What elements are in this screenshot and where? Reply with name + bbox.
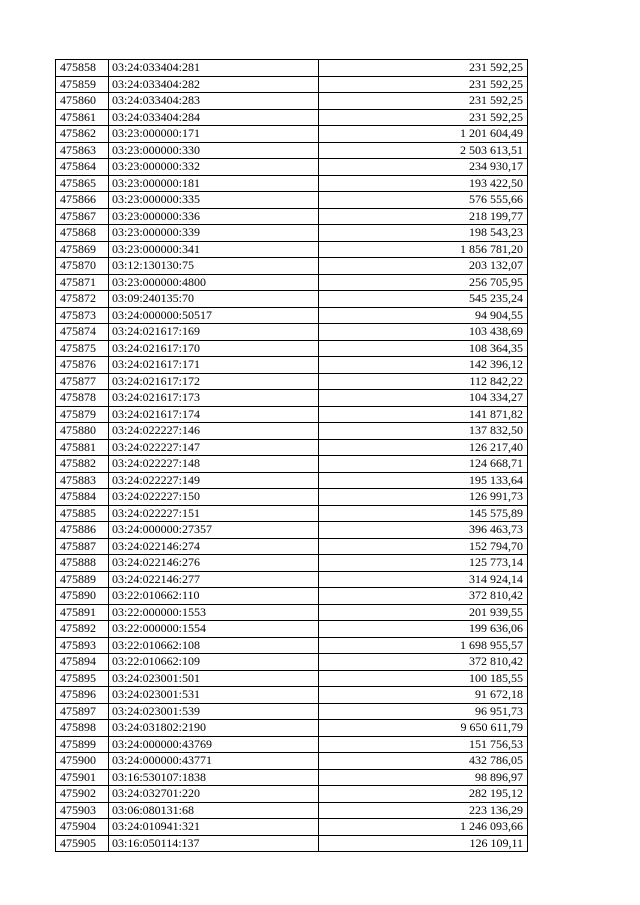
row-id-cell: 475863 (56, 142, 109, 159)
row-id-cell: 475888 (56, 555, 109, 572)
table-row (56, 291, 528, 308)
table-row (56, 819, 528, 836)
value-cell: 195 133,64 (319, 472, 528, 489)
row-id-cell: 475862 (56, 126, 109, 143)
cadastral-number-cell: 03:16:050114:137 (109, 835, 319, 852)
value-cell: 314 924,14 (319, 571, 528, 588)
row-id-cell: 475895 (56, 670, 109, 687)
value-cell: 94 904,55 (319, 307, 528, 324)
cadastral-number-cell: 03:24:033404:283 (109, 93, 319, 110)
row-id-cell: 475901 (56, 769, 109, 786)
value-cell: 2 503 613,51 (319, 142, 528, 159)
cadastral-number-cell: 03:24:021617:170 (109, 340, 319, 357)
row-id-cell: 475868 (56, 225, 109, 242)
table-row (56, 357, 528, 374)
value-cell: 124 668,71 (319, 456, 528, 473)
row-id-cell: 475899 (56, 736, 109, 753)
row-id-cell: 475870 (56, 258, 109, 275)
cadastral-value-table (55, 59, 528, 852)
table-row (56, 538, 528, 555)
table-row (56, 324, 528, 341)
cadastral-number-cell: 03:24:022227:147 (109, 439, 319, 456)
cadastral-number-cell: 03:23:000000:181 (109, 175, 319, 192)
table-row (56, 720, 528, 737)
table-row (56, 439, 528, 456)
cadastral-number-cell: 03:22:010662:109 (109, 654, 319, 671)
cadastral-number-cell: 03:24:022227:150 (109, 489, 319, 506)
table-row (56, 390, 528, 407)
table-row (56, 373, 528, 390)
row-id-cell: 475864 (56, 159, 109, 176)
table-row (56, 159, 528, 176)
table-row (56, 753, 528, 770)
value-cell: 1 246 093,66 (319, 819, 528, 836)
value-cell: 126 217,40 (319, 439, 528, 456)
cadastral-number-cell: 03:24:021617:172 (109, 373, 319, 390)
value-cell: 282 195,12 (319, 786, 528, 803)
cadastral-number-cell: 03:23:000000:341 (109, 241, 319, 258)
cadastral-number-cell: 03:24:021617:173 (109, 390, 319, 407)
table-row (56, 456, 528, 473)
row-id-cell: 475889 (56, 571, 109, 588)
table-body (56, 60, 528, 852)
row-id-cell: 475902 (56, 786, 109, 803)
cadastral-number-cell: 03:23:000000:330 (109, 142, 319, 159)
table-row (56, 241, 528, 258)
table-row (56, 423, 528, 440)
row-id-cell: 475859 (56, 76, 109, 93)
row-id-cell: 475893 (56, 637, 109, 654)
cadastral-number-cell: 03:24:000000:43769 (109, 736, 319, 753)
cadastral-number-cell: 03:24:033404:282 (109, 76, 319, 93)
row-id-cell: 475877 (56, 373, 109, 390)
table-row (56, 654, 528, 671)
table-row (56, 555, 528, 572)
value-cell: 231 592,25 (319, 109, 528, 126)
cadastral-number-cell: 03:24:000000:27357 (109, 522, 319, 539)
table-row (56, 604, 528, 621)
table-row (56, 621, 528, 638)
value-cell: 203 132,07 (319, 258, 528, 275)
table-row (56, 142, 528, 159)
table-row (56, 736, 528, 753)
cadastral-number-cell: 03:24:022146:274 (109, 538, 319, 555)
table-row (56, 258, 528, 275)
table-row (56, 93, 528, 110)
cadastral-number-cell: 03:23:000000:336 (109, 208, 319, 225)
value-cell: 137 832,50 (319, 423, 528, 440)
row-id-cell: 475876 (56, 357, 109, 374)
value-cell: 256 705,95 (319, 274, 528, 291)
table-row (56, 109, 528, 126)
row-id-cell: 475896 (56, 687, 109, 704)
row-id-cell: 475903 (56, 802, 109, 819)
value-cell: 152 794,70 (319, 538, 528, 555)
value-cell: 9 650 611,79 (319, 720, 528, 737)
row-id-cell: 475880 (56, 423, 109, 440)
value-cell: 103 438,69 (319, 324, 528, 341)
cadastral-number-cell: 03:24:032701:220 (109, 786, 319, 803)
cadastral-number-cell: 03:24:022146:277 (109, 571, 319, 588)
value-cell: 1 856 781,20 (319, 241, 528, 258)
row-id-cell: 475875 (56, 340, 109, 357)
cadastral-number-cell: 03:23:000000:332 (109, 159, 319, 176)
row-id-cell: 475883 (56, 472, 109, 489)
value-cell: 91 672,18 (319, 687, 528, 704)
row-id-cell: 475886 (56, 522, 109, 539)
value-cell: 201 939,55 (319, 604, 528, 621)
cadastral-number-cell: 03:24:023001:539 (109, 703, 319, 720)
row-id-cell: 475873 (56, 307, 109, 324)
row-id-cell: 475884 (56, 489, 109, 506)
cadastral-number-cell: 03:24:023001:501 (109, 670, 319, 687)
value-cell: 1 201 604,49 (319, 126, 528, 143)
cadastral-number-cell: 03:24:022227:146 (109, 423, 319, 440)
value-cell: 223 136,29 (319, 802, 528, 819)
table-row (56, 637, 528, 654)
cadastral-number-cell: 03:09:240135:70 (109, 291, 319, 308)
value-cell: 1 698 955,57 (319, 637, 528, 654)
table-row (56, 60, 528, 77)
table-row (56, 225, 528, 242)
value-cell: 126 109,11 (319, 835, 528, 852)
cadastral-number-cell: 03:24:031802:2190 (109, 720, 319, 737)
table-row (56, 522, 528, 539)
table-row (56, 703, 528, 720)
value-cell: 151 756,53 (319, 736, 528, 753)
table-row (56, 175, 528, 192)
table-row (56, 505, 528, 522)
value-cell: 193 422,50 (319, 175, 528, 192)
cadastral-number-cell: 03:22:000000:1554 (109, 621, 319, 638)
row-id-cell: 475872 (56, 291, 109, 308)
cadastral-number-cell: 03:12:130130:75 (109, 258, 319, 275)
value-cell: 141 871,82 (319, 406, 528, 423)
cadastral-number-cell: 03:24:022227:151 (109, 505, 319, 522)
table-row (56, 571, 528, 588)
row-id-cell: 475858 (56, 60, 109, 77)
value-cell: 372 810,42 (319, 654, 528, 671)
cadastral-number-cell: 03:24:000000:43771 (109, 753, 319, 770)
row-id-cell: 475897 (56, 703, 109, 720)
cadastral-number-cell: 03:24:010941:321 (109, 819, 319, 836)
value-cell: 104 334,27 (319, 390, 528, 407)
value-cell: 231 592,25 (319, 76, 528, 93)
table-row (56, 208, 528, 225)
cadastral-number-cell: 03:22:010662:110 (109, 588, 319, 605)
table-row (56, 406, 528, 423)
value-cell: 545 235,24 (319, 291, 528, 308)
table-row (56, 670, 528, 687)
cadastral-number-cell: 03:23:000000:4800 (109, 274, 319, 291)
value-cell: 142 396,12 (319, 357, 528, 374)
cadastral-number-cell: 03:22:000000:1553 (109, 604, 319, 621)
value-cell: 112 842,22 (319, 373, 528, 390)
table-row (56, 835, 528, 852)
value-cell: 231 592,25 (319, 93, 528, 110)
row-id-cell: 475881 (56, 439, 109, 456)
table-row (56, 192, 528, 209)
cadastral-number-cell: 03:24:023001:531 (109, 687, 319, 704)
value-cell: 199 636,06 (319, 621, 528, 638)
row-id-cell: 475882 (56, 456, 109, 473)
row-id-cell: 475861 (56, 109, 109, 126)
table-row (56, 274, 528, 291)
table-row (56, 802, 528, 819)
row-id-cell: 475874 (56, 324, 109, 341)
row-id-cell: 475898 (56, 720, 109, 737)
value-cell: 98 896,97 (319, 769, 528, 786)
row-id-cell: 475865 (56, 175, 109, 192)
value-cell: 432 786,05 (319, 753, 528, 770)
row-id-cell: 475891 (56, 604, 109, 621)
cadastral-number-cell: 03:24:022146:276 (109, 555, 319, 572)
value-cell: 218 199,77 (319, 208, 528, 225)
table-row (56, 307, 528, 324)
cadastral-number-cell: 03:24:021617:174 (109, 406, 319, 423)
value-cell: 396 463,73 (319, 522, 528, 539)
table-row (56, 126, 528, 143)
value-cell: 108 364,35 (319, 340, 528, 357)
row-id-cell: 475890 (56, 588, 109, 605)
row-id-cell: 475866 (56, 192, 109, 209)
value-cell: 100 185,55 (319, 670, 528, 687)
row-id-cell: 475900 (56, 753, 109, 770)
table-row (56, 340, 528, 357)
value-cell: 372 810,42 (319, 588, 528, 605)
value-cell: 145 575,89 (319, 505, 528, 522)
row-id-cell: 475867 (56, 208, 109, 225)
cadastral-number-cell: 03:24:033404:281 (109, 60, 319, 77)
row-id-cell: 475894 (56, 654, 109, 671)
value-cell: 96 951,73 (319, 703, 528, 720)
row-id-cell: 475869 (56, 241, 109, 258)
row-id-cell: 475885 (56, 505, 109, 522)
cadastral-number-cell: 03:23:000000:335 (109, 192, 319, 209)
row-id-cell: 475860 (56, 93, 109, 110)
cadastral-number-cell: 03:23:000000:339 (109, 225, 319, 242)
cadastral-number-cell: 03:24:033404:284 (109, 109, 319, 126)
value-cell: 234 930,17 (319, 159, 528, 176)
cadastral-number-cell: 03:23:000000:171 (109, 126, 319, 143)
value-cell: 125 773,14 (319, 555, 528, 572)
cadastral-number-cell: 03:16:530107:1838 (109, 769, 319, 786)
row-id-cell: 475905 (56, 835, 109, 852)
row-id-cell: 475892 (56, 621, 109, 638)
cadastral-number-cell: 03:06:080131:68 (109, 802, 319, 819)
table-row (56, 769, 528, 786)
value-cell: 576 555,66 (319, 192, 528, 209)
cadastral-number-cell: 03:24:022227:148 (109, 456, 319, 473)
table-row (56, 76, 528, 93)
table-row (56, 489, 528, 506)
cadastral-number-cell: 03:24:000000:50517 (109, 307, 319, 324)
value-cell: 198 543,23 (319, 225, 528, 242)
value-cell: 231 592,25 (319, 60, 528, 77)
row-id-cell: 475871 (56, 274, 109, 291)
cadastral-number-cell: 03:22:010662:108 (109, 637, 319, 654)
table-row (56, 588, 528, 605)
table-row (56, 472, 528, 489)
cadastral-number-cell: 03:24:021617:169 (109, 324, 319, 341)
row-id-cell: 475904 (56, 819, 109, 836)
table-row (56, 687, 528, 704)
cadastral-number-cell: 03:24:021617:171 (109, 357, 319, 374)
row-id-cell: 475879 (56, 406, 109, 423)
row-id-cell: 475887 (56, 538, 109, 555)
cadastral-number-cell: 03:24:022227:149 (109, 472, 319, 489)
row-id-cell: 475878 (56, 390, 109, 407)
value-cell: 126 991,73 (319, 489, 528, 506)
table-row (56, 786, 528, 803)
